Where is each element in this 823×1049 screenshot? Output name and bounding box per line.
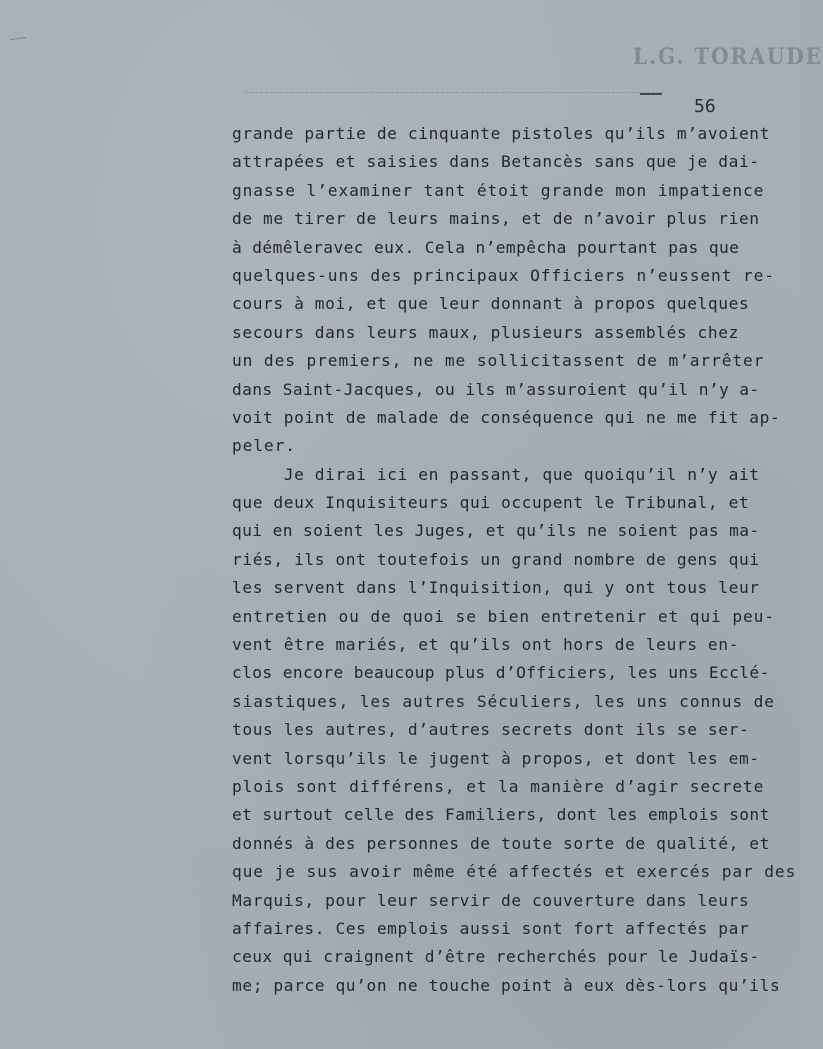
text-line: et surtout celle des Familiers, dont les emplois sont [232,805,770,825]
text-line: voit point de malade de conséquence qui ne me fit ap- [232,407,781,427]
text-line: me; parce qu’on ne touche point à eux dès-lors qu’ils [232,975,781,995]
text-line: affaires. Ces emplois aussi sont fort affectés par [232,918,750,938]
text-line: Marquis, pour leur servir de couverture dans leurs [232,890,750,910]
text-line: à démêleravec eux. Cela n’empêcha pourtant pas que [232,237,740,257]
text-line: Je dirai ici en passant, que quoiqu’il n’y ait [232,464,760,484]
text-line: vent être mariés, et qu’ils ont hors de leurs en- [232,635,739,655]
page-dash [640,93,662,95]
text-line: secours dans leurs maux, plusieurs assemblés chez [232,322,739,342]
text-line: gnasse l’examiner tant étoit grande mon impatience [232,180,765,200]
faint-rule [245,92,665,94]
text-line: un des premiers, ne me sollicitassent de m’arrêter [232,351,765,371]
text-line: riés, ils ont toutefois un grand nombre de gens qui [232,549,760,569]
page-number: 56 [694,96,716,117]
text-line: donnés à des personnes de toute sorte de qualité, et [232,833,770,853]
text-line: dans Saint-Jacques, ou ils m’assuroient qu’il n’y a- [232,379,760,399]
text-line: entretien ou de quoi se bien entretenir et qui peu- [232,606,775,626]
text-line: peler. [232,436,296,456]
text-line: vent lorsqu’ils le jugent à propos, et dont les em- [232,748,760,768]
text-line: tous les autres, d’autres secrets dont ils se ser- [232,720,750,740]
text-line: clos encore beaucoup plus d’Officiers, les uns Ecclé- [232,663,770,683]
text-line: qui en soient les Juges, et qu’ils ne soient pas ma- [232,521,760,541]
text-line: cours à moi, et que leur donnant à propos quelques [232,294,750,314]
text-line: ceux qui craignent d’être recherchés pour le Judaïs- [232,947,760,967]
text-line: les servent dans l’Inquisition, qui y ont tous leur [232,578,760,598]
body-text [232,120,797,1000]
text-line: de me tirer de leurs mains, et de n’avoir plus rien [232,209,760,229]
text-line: plois sont différens, et la manière d’agir secrete [232,776,765,796]
text-line: attrapées et saisies dans Betancès sans que je dai- [232,152,760,172]
text-line: que je sus avoir même été affectés et exercés par des [232,862,797,882]
text-line: que deux Inquisiteurs qui occupent le Tribunal, et [232,493,750,513]
text-line: siastiques, les autres Séculiers, les uns connus de [232,691,775,711]
owner-stamp: L.G. TORAUDE [633,44,823,70]
text-line: grande partie de cinquante pistoles qu’ils m’avoient [232,124,770,143]
text-line: quelques-uns des principaux Officiers n’eussent re- [232,265,775,285]
corner-mark [10,37,26,40]
